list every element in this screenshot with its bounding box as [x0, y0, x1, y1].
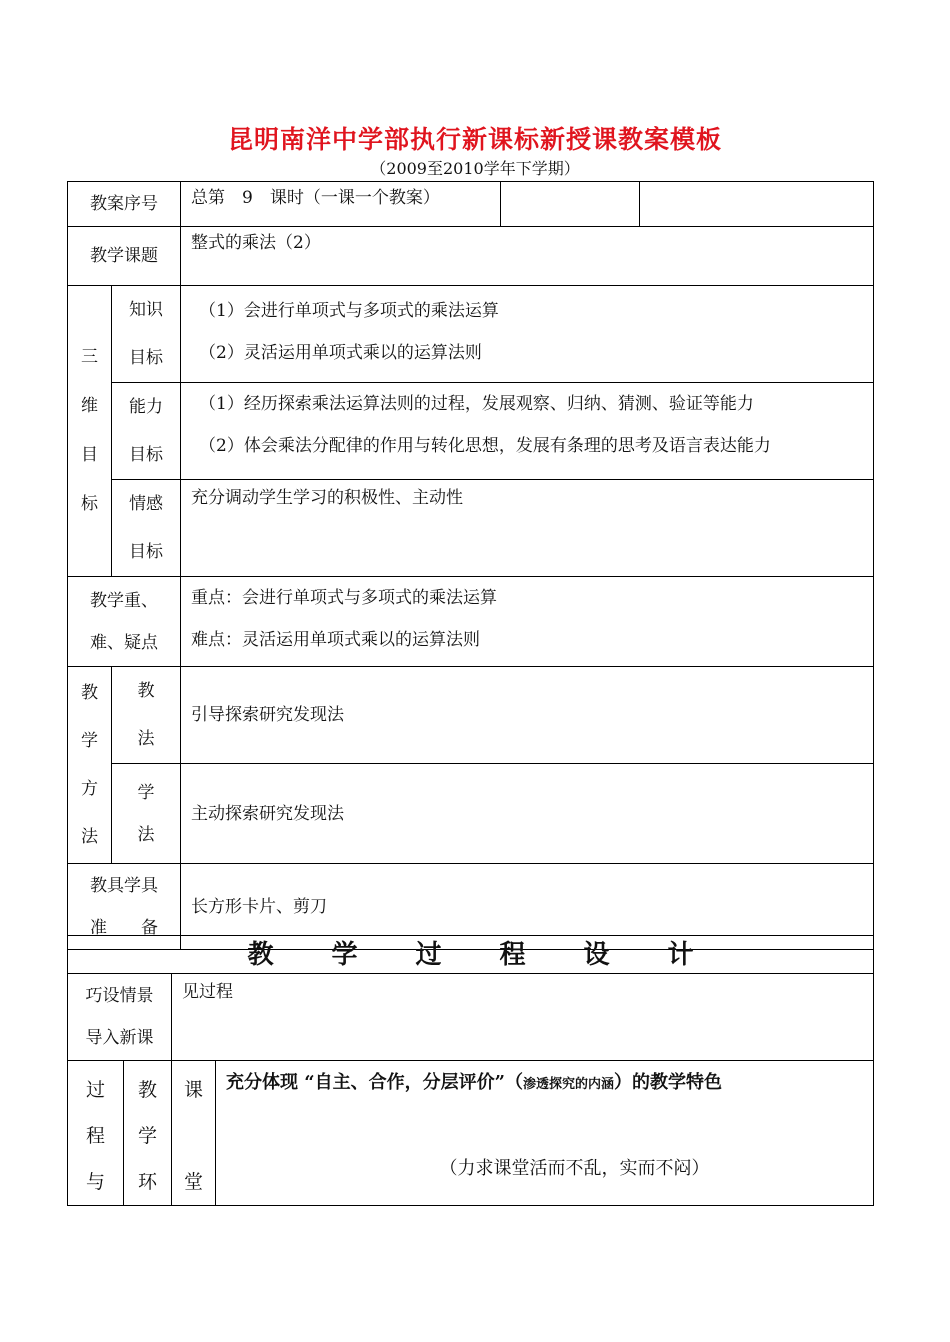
tools-label: 教具学具 准 备 [68, 864, 181, 950]
feature-note: （力求课堂活而不乱，实而不闷） [439, 1158, 710, 1179]
row-intro [68, 974, 874, 1061]
emotion-label: 情感 目标 [112, 480, 181, 577]
knowledge-content: （1）会进行单项式与多项式的乘法运算 （2）灵活运用单项式乘以的运算法则 [181, 286, 874, 383]
process-table [67, 935, 873, 1206]
lesson-no-blank-1 [501, 182, 640, 227]
process-banner: 教学过程设计 [68, 936, 874, 974]
topic-value: 整式的乘法（2） [181, 227, 874, 286]
row-ability [68, 383, 874, 480]
lesson-no-value: 总第 9 课时（一课一个教案） [181, 182, 501, 227]
row-key-points [68, 577, 874, 667]
key-points-content: 重点：会进行单项式与多项式的乘法运算 难点：灵活运用单项式乘以的运算法则 [181, 577, 874, 667]
row-process-banner [68, 936, 874, 974]
process-col-2: 教 学 环 [124, 1061, 172, 1206]
learn-method-label: 学 法 [112, 764, 181, 864]
process-feature-cell [216, 1061, 874, 1206]
goals-group-label: 三 维 目 标 [68, 286, 112, 577]
teach-method-label: 教 法 [112, 667, 181, 764]
knowledge-label: 知识 目标 [112, 286, 181, 383]
row-emotion [68, 480, 874, 577]
methods-group-label: 教 学 方 法 [68, 667, 112, 864]
key-points-label: 教学重、 难、疑点 [68, 577, 181, 667]
row-knowledge [68, 286, 874, 383]
row-lesson-no [68, 182, 874, 227]
emotion-content: 充分调动学生学习的积极性、主动性 [181, 480, 874, 577]
feature-text: 充分体现 “自主、合作，分层评价”（渗透探究的内涵）的教学特色 [226, 1072, 722, 1093]
row-learn-method [68, 764, 874, 864]
intro-value: 见过程 [172, 974, 874, 1061]
row-topic [68, 227, 874, 286]
row-teach-method [68, 667, 874, 764]
process-col-3: 课 堂 [172, 1061, 216, 1206]
page-title: 昆明南洋中学部执行新课标新授课教案模板 [227, 125, 722, 154]
lesson-no-label: 教案序号 [68, 182, 181, 227]
tools-value: 长方形卡片、剪刀 [181, 864, 874, 950]
teach-method-value: 引导探索研究发现法 [181, 667, 874, 764]
topic-label: 教学课题 [68, 227, 181, 286]
learn-method-value: 主动探索研究发现法 [181, 764, 874, 864]
row-process-body [68, 1061, 874, 1206]
page-subtitle: （2009至2010学年下学期） [370, 159, 580, 178]
process-col-1: 过 程 与 [68, 1061, 124, 1206]
lesson-no-blank-2 [640, 182, 874, 227]
ability-label: 能力 目标 [112, 383, 181, 480]
ability-content: （1）经历探索乘法运算法则的过程，发展观察、归纳、猜测、验证等能力 （2）体会乘法分配律的作用与转化思想，发展有条理的思考及语言表达能力 [181, 383, 874, 480]
lesson-plan-table [67, 181, 873, 950]
intro-label: 巧设情景 导入新课 [68, 974, 172, 1061]
